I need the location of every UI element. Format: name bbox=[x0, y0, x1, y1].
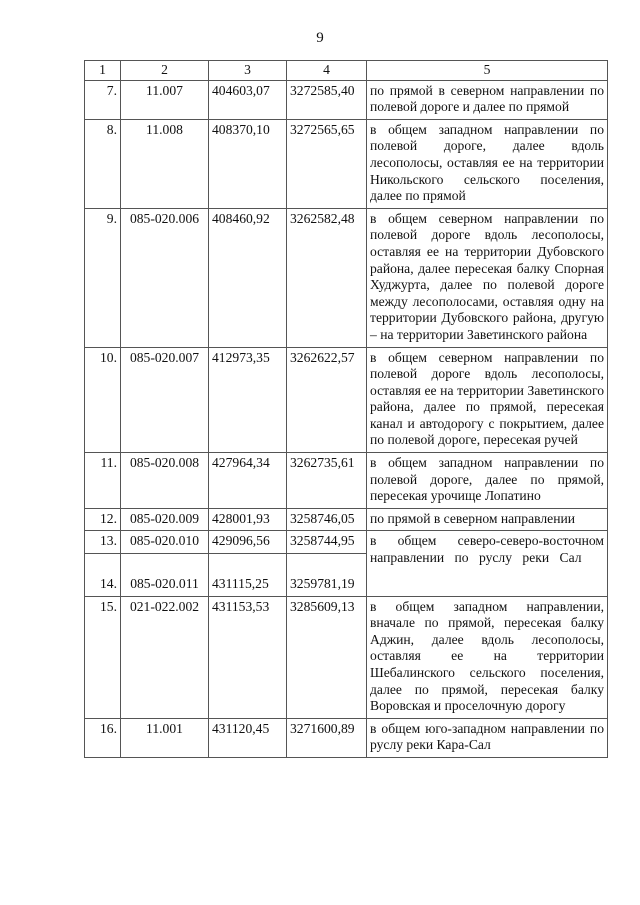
boundary-table bbox=[84, 60, 608, 758]
row-number: 11. bbox=[85, 453, 121, 509]
table-row bbox=[85, 347, 608, 453]
table-row bbox=[85, 596, 608, 718]
point-id: 085-020.009 bbox=[121, 508, 209, 531]
point-id: 085-020.006 bbox=[121, 208, 209, 347]
point-id: 021-022.002 bbox=[121, 596, 209, 718]
coord-y: 3259781,19 bbox=[287, 554, 367, 597]
row-number: 16. bbox=[85, 718, 121, 757]
route-description: в общем западном направлении по полевой дороге, далее вдоль лесополосы, оставляя ее на территории Никольского сельского поселения, далее по прямой bbox=[367, 119, 608, 208]
table-row bbox=[85, 453, 608, 509]
row-number: 13. bbox=[85, 531, 121, 554]
coord-y: 3258744,95 bbox=[287, 531, 367, 554]
route-description: по прямой в северном направлении bbox=[367, 508, 608, 531]
coord-x: 408460,92 bbox=[209, 208, 287, 347]
table-row bbox=[85, 718, 608, 757]
point-id: 11.008 bbox=[121, 119, 209, 208]
row-number: 14. bbox=[85, 554, 121, 597]
coord-y: 3272585,40 bbox=[287, 80, 367, 119]
coord-x: 427964,34 bbox=[209, 453, 287, 509]
row-number: 15. bbox=[85, 596, 121, 718]
table-row bbox=[85, 531, 608, 554]
table-row bbox=[85, 508, 608, 531]
point-id: 11.001 bbox=[121, 718, 209, 757]
route-description: в общем северном направлении по полевой дороге вдоль лесополосы, оставляя ее на территории Заветинского района, далее по прямой, пересекая канал и автодорогу с покрытием, далее по полевой дороге, пересекая ручей bbox=[367, 347, 608, 453]
point-id: 085-020.010 bbox=[121, 531, 209, 554]
row-number: 10. bbox=[85, 347, 121, 453]
table-header-row bbox=[85, 61, 608, 81]
route-description: в общем северо-северо-восточном направлении по руслу реки Сал bbox=[367, 531, 608, 596]
page-number: 9 bbox=[316, 30, 324, 46]
row-number: 12. bbox=[85, 508, 121, 531]
coord-y: 3285609,13 bbox=[287, 596, 367, 718]
coord-x: 428001,93 bbox=[209, 508, 287, 531]
table-row bbox=[85, 119, 608, 208]
header-col-2: 2 bbox=[121, 61, 209, 81]
row-number: 9. bbox=[85, 208, 121, 347]
coord-x: 404603,07 bbox=[209, 80, 287, 119]
point-id: 085-020.007 bbox=[121, 347, 209, 453]
header-col-1: 1 bbox=[85, 61, 121, 81]
coord-y: 3258746,05 bbox=[287, 508, 367, 531]
route-description: в общем северном направлении по полевой дороге вдоль лесополосы, оставляя ее на территории Дубовского района, далее пересекая балку Спорная Худжурта, далее по полевой дороге между лесополосами, оставляя одну на территории Дубовского района, другую – на территории Заветинского района bbox=[367, 208, 608, 347]
coord-x: 408370,10 bbox=[209, 119, 287, 208]
coord-x: 412973,35 bbox=[209, 347, 287, 453]
point-id: 085-020.008 bbox=[121, 453, 209, 509]
coord-x: 429096,56 bbox=[209, 531, 287, 554]
coord-x: 431120,45 bbox=[209, 718, 287, 757]
coord-x: 431153,53 bbox=[209, 596, 287, 718]
point-id: 085-020.011 bbox=[121, 554, 209, 597]
route-description: в общем юго-западном направлении по руслу реки Кара-Сал bbox=[367, 718, 608, 757]
coord-y: 3272565,65 bbox=[287, 119, 367, 208]
point-id: 11.007 bbox=[121, 80, 209, 119]
row-number: 7. bbox=[85, 80, 121, 119]
route-description: в общем западном направлении, вначале по прямой, пересекая балку Аджин, далее вдоль лесополосы, оставляя ее на территории Шебалинского сельского поселения, далее по прямой, пересекая балку Воровская и проселочную дорогу bbox=[367, 596, 608, 718]
header-col-4: 4 bbox=[287, 61, 367, 81]
coord-y: 3262622,57 bbox=[287, 347, 367, 453]
route-description: в общем западном направлении по полевой дороге, далее по прямой, пересекая урочище Лопатино bbox=[367, 453, 608, 509]
coord-y: 3271600,89 bbox=[287, 718, 367, 757]
table-row bbox=[85, 208, 608, 347]
coord-y: 3262735,61 bbox=[287, 453, 367, 509]
coord-y: 3262582,48 bbox=[287, 208, 367, 347]
coord-x: 431115,25 bbox=[209, 554, 287, 597]
header-col-3: 3 bbox=[209, 61, 287, 81]
table-row bbox=[85, 80, 608, 119]
row-number: 8. bbox=[85, 119, 121, 208]
route-description: по прямой в северном направлении по полевой дороге и далее по прямой bbox=[367, 80, 608, 119]
header-col-5: 5 bbox=[367, 61, 608, 81]
